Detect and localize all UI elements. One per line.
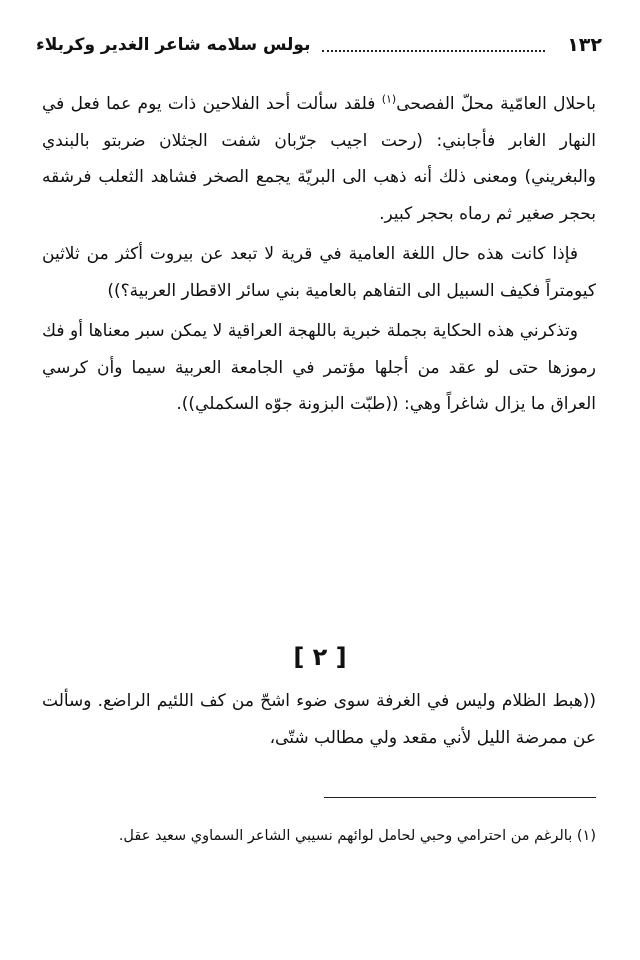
- section-text: [42, 683, 596, 756]
- main-text: [42, 86, 596, 427]
- page-header: [36, 30, 602, 60]
- section-paragraph: ((هبط الظلام وليس في الغرفة سوى ضوء اشحّ من كف اللئيم الراضع. وسألت عن ممرضة الليل لأني مقعد ولي مطالب شتّى،: [42, 691, 596, 748]
- paragraph-2: فإذا كانت هذه حال اللغة العامية في قرية لا تبعد عن بيروت أكثر من ثلاثين كيومتراً فكيف السبيل الى التفاهم بالعامية بني سائر الاقطار العربية؟)): [42, 244, 596, 301]
- paragraph-3: وتذكرني هذه الحكاية بجملة خبرية باللهجة العراقية لا يمكن سبر معناها أو فك رموزها حتى لو عقد من أجلها مؤتمر في الجامعة العربية سيما وأن كرسي العراق ما يزال شاغراً وهي: ((طبّت البزونة جوّه السكملي)).: [42, 321, 596, 414]
- footnote-reference: (١): [381, 92, 397, 106]
- section-number: [ ٢ ]: [293, 643, 347, 671]
- paragraph-1-start: باحلال العامّية محلّ الفصحى: [396, 94, 597, 114]
- paragraph-1: [42, 86, 596, 232]
- footnote: (١) بالرغم من احترامي وحبي لحامل لوائهم نسيبي الشاعر السماوي سعيد عقل.: [118, 828, 596, 844]
- footnote-divider: [324, 797, 596, 798]
- page-number: ١٣٢: [567, 34, 602, 56]
- paragraph-1-rest: فلقد سألت أحد الفلاحين ذات يوم عما فعل في النهار الغابر فأجابني: (رحت اجيب جرّبان شفت الجثلان ضربتو بالبندي والبغريني) ومعنى ذلك أنه ذهب الى البريّة يجمع الصخر فشاهد الثعلب فرشقه بحجر صغير ثم رماه بحجر كبير.: [42, 94, 596, 224]
- running-title: بولس سلامه شاعر الغدير وكربلاء: [36, 35, 311, 55]
- header-dot-leader: [322, 42, 545, 52]
